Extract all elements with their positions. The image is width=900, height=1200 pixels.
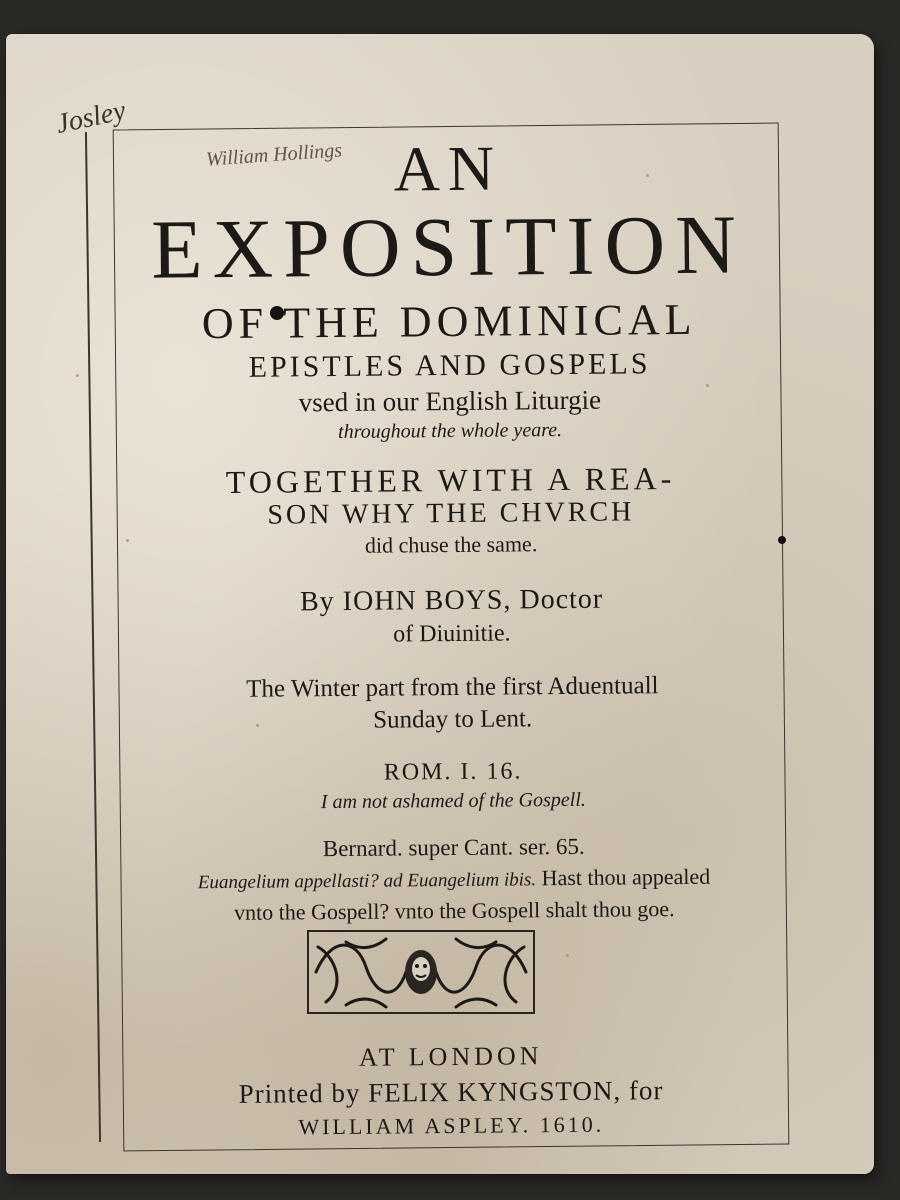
- scripture-reference: ROM. I. 16.: [383, 758, 523, 786]
- imprint-printer: Printed by FELIX KYNGSTON, for: [238, 1075, 664, 1109]
- title-dominical: OF THE DOMINICAL: [201, 294, 697, 349]
- title-text-block: [113, 131, 790, 929]
- subtitle-chuse: did chuse the same.: [364, 531, 538, 558]
- imprint-place: AT LONDON: [358, 1041, 543, 1072]
- border-rule-left: [85, 132, 101, 1142]
- title-an: AN: [393, 132, 503, 205]
- subtitle-together: TOGETHER WITH A REA-: [225, 460, 676, 500]
- handwritten-signature-owner: William Hollings: [205, 139, 343, 171]
- latin-quote: Euangelium appellasti? ad Euangelium ibis.: [197, 869, 537, 894]
- latin-quote-line: [119, 861, 789, 899]
- title-epistles: EPISTLES AND GOSPELS: [248, 347, 651, 384]
- bernard-citation: Bernard. super Cant. ser. 65.: [322, 833, 585, 862]
- english-translation-start: Hast thou appealed: [541, 863, 711, 891]
- printers-ornament: [306, 927, 536, 1017]
- title-page: [6, 34, 874, 1174]
- handwritten-signature-josley: Josley: [53, 95, 129, 140]
- foxing-spot: [566, 954, 569, 957]
- title-throughout: throughout the whole yeare.: [338, 419, 563, 443]
- imprint-block: [116, 1037, 787, 1145]
- part-description-end: Sunday to Lent.: [373, 705, 533, 734]
- foxing-spot: [76, 374, 79, 377]
- part-description: The Winter part from the first Aduentuall: [246, 672, 659, 703]
- title-exposition: EXPOSITION: [150, 198, 747, 297]
- author-degree: of Diuinitie.: [393, 620, 511, 648]
- scripture-quote: I am not ashamed of the Gospell.: [320, 788, 586, 814]
- subtitle-church: SON WHY THE CHVRCH: [267, 496, 635, 531]
- imprint-publisher-date: WILLIAM ASPLEY. 1610.: [298, 1111, 605, 1140]
- english-translation-end: vnto the Gospell? vnto the Gospell shalt thou goe.: [233, 896, 675, 925]
- title-used: vsed in our English Liturgie: [298, 384, 602, 418]
- author-line: By IOHN BOYS, Doctor: [299, 583, 604, 618]
